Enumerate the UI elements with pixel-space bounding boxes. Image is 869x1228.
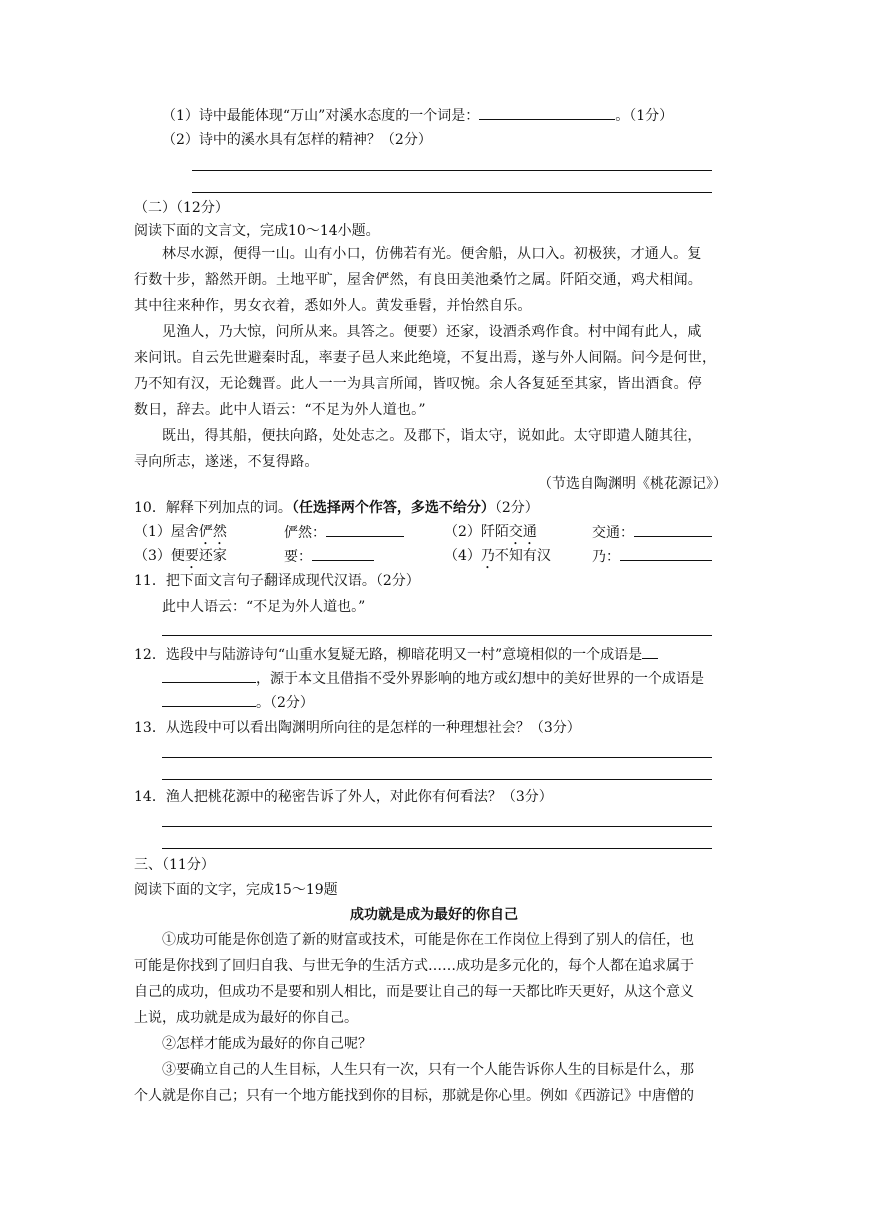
answer-blank[interactable] [162,692,256,707]
answer-line[interactable] [162,757,712,758]
answer-line[interactable] [192,192,712,193]
passage-line: 见渔人，乃大惊，问所从来。具答之。便要）还家，设酒杀鸡作食。村中闻有此人，咸 [162,324,702,340]
section-instruction: 阅读下面的文字，完成15～19题 [134,882,338,898]
question-12-line3: 。（2分） [162,692,314,713]
answer-blank[interactable] [162,668,256,683]
answer-line[interactable] [192,170,712,171]
article-paragraph-line: ②怎样才能成为最好的你自己呢？ [162,1036,372,1052]
answer-blank[interactable] [479,105,615,120]
passage-line: 既出，得其船，便扶向路，处处志之。及郡下，诣太守，说如此。太守即遣人随其往， [162,428,702,444]
passage-line: 行数十步，豁然开朗。土地平旷，屋舍俨然，有良田美池桑竹之属。阡陌交通，鸡犬相闻。 [134,272,702,288]
question-11: 11．把下面文言句子翻译成现代汉语。（2分） [134,573,420,589]
answer-line[interactable] [162,635,712,636]
article-paragraph-line: ③要确立自己的人生目标，人生只有一次，只有一个人能告诉你人生的目标是什么，那 [162,1062,694,1078]
poem-question-1: （1）诗中最能体现“万山”对溪水态度的一个词是： 。（1分） [162,105,673,126]
answer-line[interactable] [162,779,712,780]
section-header: 三、（11分） [134,857,215,873]
passage-line: 乃不知有汉，无论魏晋。此人一一为具言所闻，皆叹惋。余人各复延至其家，皆出酒食。停 [134,376,702,392]
passage-line: 寻向所志，遂迷，不复得路。 [134,454,319,470]
article-paragraph-line: 个人就是你自己；只有一个地方能找到你的目标，那就是你心里。例如《西游记》中唐僧的 [134,1088,694,1104]
passage-source: （节选自陶渊明《桃花源记》） [538,476,727,492]
question-10: 10．解释下列加点的词。（任选择两个作答，多选不给分）（2分） [134,500,539,516]
passage-line: 林尽水源，便得一山。山有小口，仿佛若有光。便舍船，从口入。初极狭，才通人。复 [162,246,702,262]
article-paragraph-line: 可能是你找到了回归自我、与世无争的生活方式……成功是多元化的，每个人都在追求属于 [134,958,694,974]
answer-blank[interactable] [642,644,658,659]
question-12: 12．选段中与陆游诗句“山重水复疑无路，柳暗花明又一村”意境相似的一个成语是 [134,644,658,665]
q10-item-2-answer: 交通： [592,522,712,543]
q10-item-1-answer: 俨然： [284,522,404,543]
passage-line: 来问讯。自云先世避秦时乱，率妻子邑人来此绝境，不复出焉，遂与外人间隔。问今是何世， [134,350,717,366]
article-title: 成功就是成为最好的你自己 [350,907,518,923]
question-12-line2: ，源于本文且借指不受外界影响的地方或幻想中的美好世界的一个成语是 [162,668,704,689]
question-13: 13．从选段中可以看出陶渊明所向往的是怎样的一种理想社会？（3分） [134,720,581,736]
article-paragraph-line: ①成功可能是你创造了新的财富或技术，可能是你在工作岗位上得到了别人的信任，也 [162,932,694,948]
section-header: （二）（12分） [134,200,229,216]
article-paragraph-line: 上说，成功就是成为最好的你自己。 [134,1010,358,1026]
answer-blank[interactable] [326,522,404,537]
q10-item-1: （1）屋舍俨然 [134,524,227,540]
answer-blank[interactable] [634,522,712,537]
q10-item-3: （3）便要还家 [134,548,227,564]
article-paragraph-line: 自己的成功，但成功不是要和别人相比，而是要让自己的每一天都比昨天更好，从这个意义 [134,984,694,1000]
question-14: 14．渔人把桃花源中的秘密告诉了外人，对此你有何看法？（3分） [134,789,553,805]
passage-line: 其中往来种作，男女衣着，悉如外人。黄发垂髫，并怡然自乐。 [134,298,532,314]
answer-line[interactable] [162,848,712,849]
section-instruction: 阅读下面的文言文，完成10～14小题。 [134,223,380,239]
answer-blank[interactable] [620,546,712,561]
poem-question-2: （2）诗中的溪水具有怎样的精神？（2分） [162,132,432,148]
q10-item-2: （2）阡陌交通 [444,524,537,540]
passage-line: 数日，辞去。此中人语云：“不足为外人道也。” [134,402,426,418]
q11-sentence: 此中人语云：“不足为外人道也。” [162,599,366,615]
answer-line[interactable] [162,826,712,827]
q10-item-3-answer: 要： [284,546,374,567]
q10-item-4: （4）乃不知有汉 [444,548,551,564]
answer-blank[interactable] [312,546,374,561]
q10-item-4-answer: 乃： [592,546,712,567]
